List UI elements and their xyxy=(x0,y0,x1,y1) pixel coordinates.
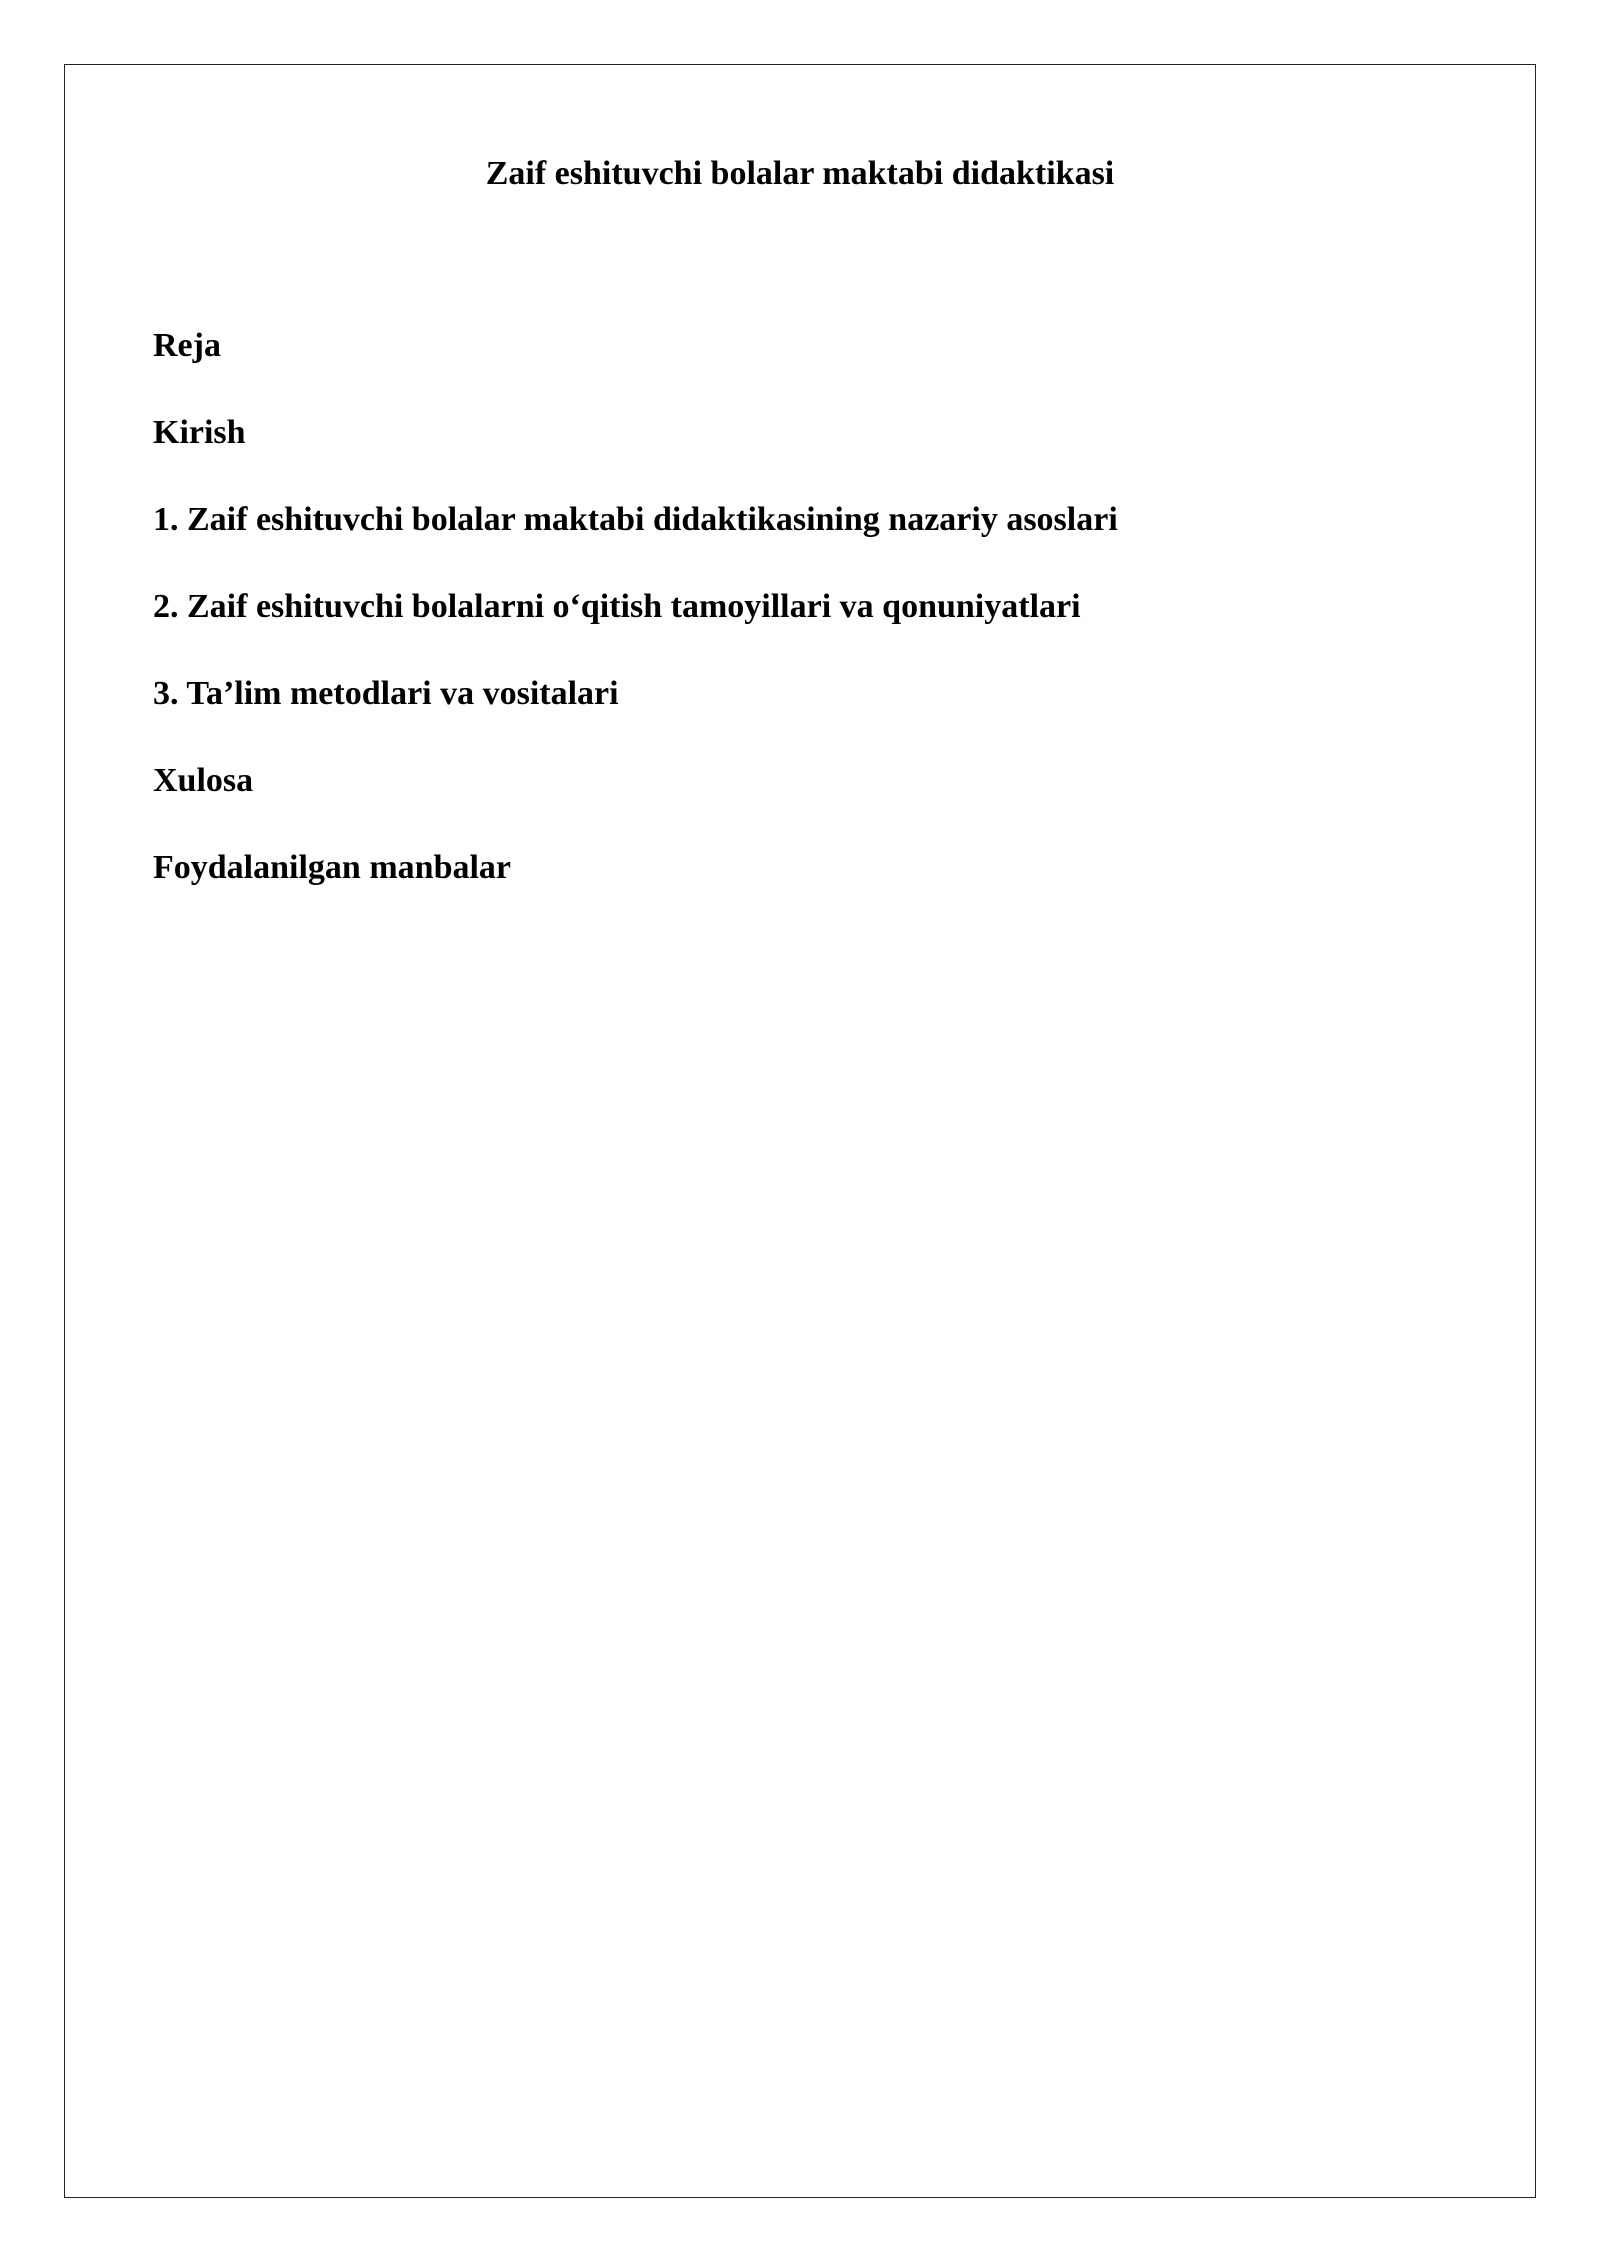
plan-list xyxy=(153,324,1118,933)
plan-heading: Reja xyxy=(153,327,221,364)
plan-item-references: Foydalanilgan manbalar xyxy=(153,849,512,886)
plan-item-3: 3. Ta’lim metodlari va vositalari xyxy=(153,675,619,712)
title-container xyxy=(64,152,1536,196)
plan-item-introduction: Kirish xyxy=(153,414,246,451)
plan-item-conclusion: Xulosa xyxy=(153,762,254,799)
document-title: Zaif eshituvchi bolalar maktabi didaktikasi xyxy=(485,155,1115,192)
plan-item-1: 1. Zaif eshituvchi bolalar maktabi didaktikasining nazariy asoslari xyxy=(153,501,1118,538)
plan-item-2: 2. Zaif eshituvchi bolalarni o‘qitish tamoyillari va qonuniyatlari xyxy=(153,588,1081,625)
